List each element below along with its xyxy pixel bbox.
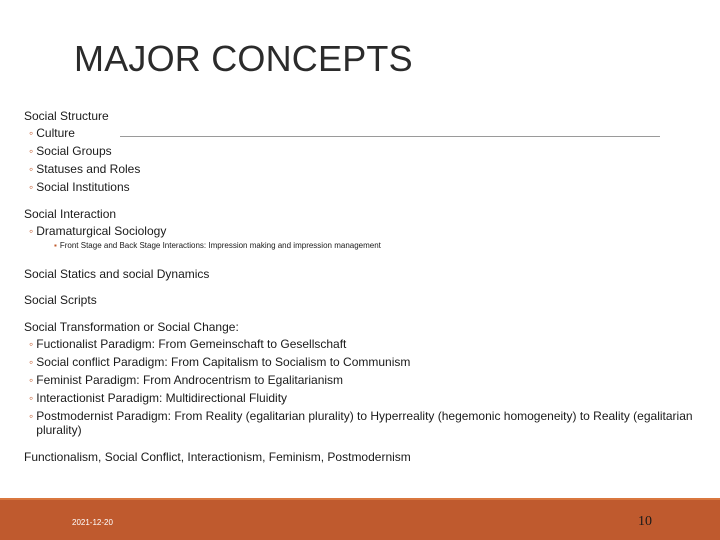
bullet-icon: ▪: [54, 241, 57, 250]
list-item: ◦ Social Institutions: [29, 180, 130, 194]
slide-date: 2021-12-20: [72, 518, 113, 527]
list-item: ◦ Social Groups: [29, 144, 112, 158]
bullet-icon: ◦: [29, 144, 34, 158]
slide-title: MAJOR CONCEPTS: [74, 38, 413, 79]
list-item: ◦ Postmodernist Paradigm: From Reality (egalitarian plurality) to Hyperreality (hegemonic homogeneity) to Reality (egalitarian plurality): [29, 409, 693, 437]
bullet-icon: ◦: [29, 126, 34, 140]
list-item: ◦ Social conflict Paradigm: From Capitalism to Socialism to Communism: [29, 355, 411, 369]
list-item: ◦ Statuses and Roles: [29, 162, 141, 176]
bullet-icon: ◦: [29, 180, 34, 194]
heading-social-interaction: Social Interaction: [24, 207, 117, 221]
list-item: ▪ Front Stage and Back Stage Interactions: Impression making and impression management: [54, 241, 381, 250]
page-number: 10: [638, 514, 652, 529]
list-item: ◦ Interactionist Paradigm: Multidirectional Fluidity: [29, 391, 288, 405]
heading-social-structure: Social Structure: [24, 109, 109, 123]
bullet-icon: ◦: [29, 224, 34, 238]
bullet-icon: ◦: [29, 409, 34, 423]
slide-body: [24, 108, 714, 465]
bullet-icon: ◦: [29, 391, 34, 405]
list-item: ◦ Culture: [29, 126, 75, 140]
heading-paradigms: Functionalism, Social Conflict, Interactionism, Feminism, Postmodernism: [24, 450, 411, 464]
list-item: ◦ Dramaturgical Sociology: [29, 224, 167, 238]
list-item: ◦ Feminist Paradigm: From Androcentrism to Egalitarianism: [29, 373, 344, 387]
heading-transformation: Social Transformation or Social Change:: [24, 320, 239, 334]
list-item: ◦ Fuctionalist Paradigm: From Gemeinschaft to Gesellschaft: [29, 337, 347, 351]
heading-social-scripts: Social Scripts: [24, 293, 97, 307]
bullet-icon: ◦: [29, 337, 34, 351]
bullet-icon: ◦: [29, 355, 34, 369]
bullet-icon: ◦: [29, 162, 34, 176]
heading-statics-dynamics: Social Statics and social Dynamics: [24, 267, 210, 281]
bullet-icon: ◦: [29, 373, 34, 387]
